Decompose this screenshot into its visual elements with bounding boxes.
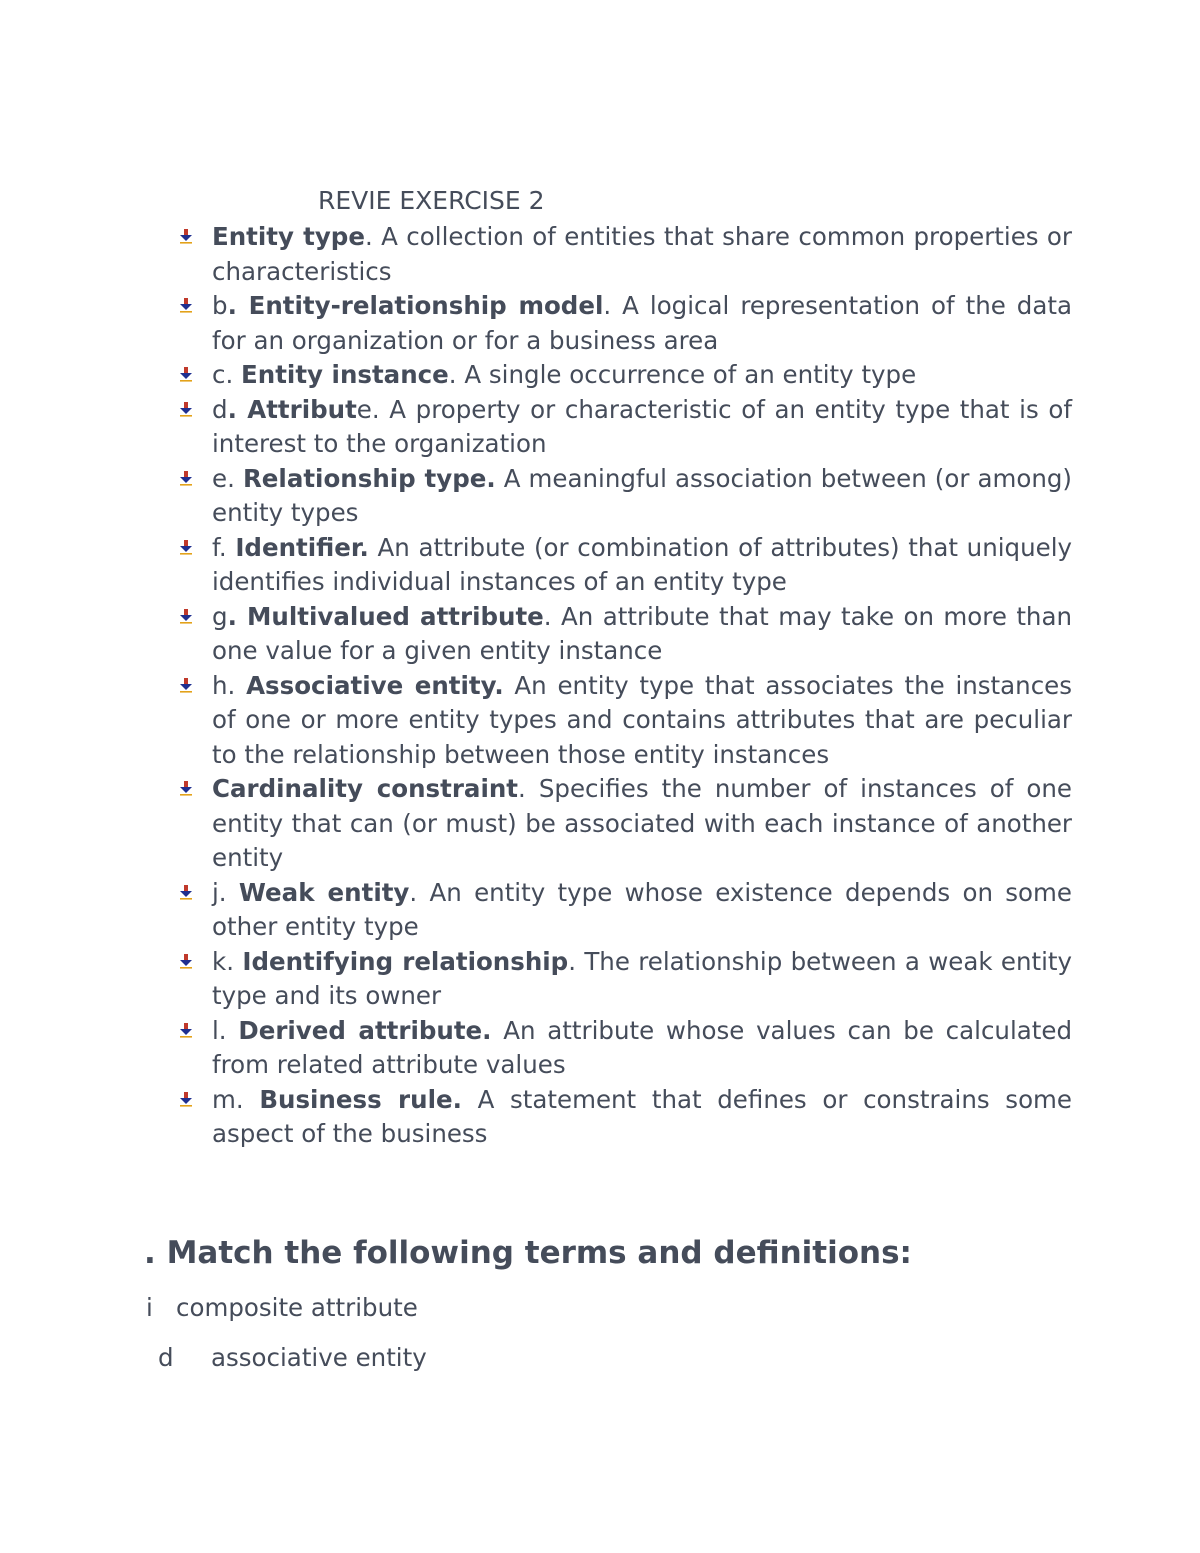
arrow-bullet-icon [178, 366, 194, 382]
item-definition: . The relationship between a weak entity type and its owner [212, 946, 1073, 1010]
arrow-bullet-icon [178, 884, 194, 900]
arrow-bullet-icon [178, 608, 194, 624]
definition-list [172, 220, 1072, 1152]
arrow-bullet-icon [178, 297, 194, 313]
item-prefix: g [212, 601, 228, 631]
list-item [172, 358, 1072, 393]
item-prefix: k. [212, 946, 243, 976]
item-term: Business rule. [259, 1084, 462, 1114]
item-term: Cardinality constraint [212, 774, 519, 803]
page-title: REVIE EXERCISE 2 [318, 186, 545, 215]
item-prefix: b [212, 291, 228, 320]
item-term: Relationship type. [242, 463, 496, 493]
list-item [172, 876, 1072, 945]
item-definition: A statement that defines or constrains some aspect of the business [212, 1084, 1072, 1148]
arrow-bullet-icon [178, 1022, 194, 1038]
item-definition: . A single occurrence of an entity type [448, 360, 917, 389]
item-definition: . Specifies the number of instances of one entity that can (or must) be associated with each instance of another entity [212, 774, 1072, 872]
item-definition: . A collection of entities that share common properties or characteristics [212, 222, 1072, 286]
match-term: associative entity [211, 1343, 427, 1372]
arrow-bullet-icon [178, 539, 194, 555]
item-definition: e. A property or characteristic of an entity type that is of interest to the organization [212, 394, 1072, 458]
list-item [172, 600, 1072, 669]
arrow-bullet-icon [178, 677, 194, 693]
item-definition: An attribute (or combination of attributes) that uniquely identifies individual instances of an entity type [212, 532, 1073, 596]
item-definition: . A logical representation of the data for an organization or for a business area [212, 291, 1072, 355]
item-term: Associative entity. [246, 670, 504, 700]
item-term: . Attribut [227, 394, 357, 424]
match-heading: . Match the following terms and definitions: [144, 1235, 912, 1271]
match-letter: d [158, 1343, 174, 1372]
match-row [158, 1342, 427, 1374]
list-item [172, 393, 1072, 462]
item-definition: An attribute whose values can be calculated from related attribute values [212, 1015, 1072, 1079]
item-term: Weak entity [238, 877, 410, 907]
list-item [172, 669, 1072, 773]
item-prefix: m. [212, 1084, 260, 1114]
item-term: . Multivalued attribute [227, 601, 544, 631]
item-definition: A meaningful association between (or among) entity types [212, 463, 1072, 527]
item-definition: . An entity type whose existence depends on some other entity type [212, 877, 1072, 941]
arrow-bullet-icon [178, 780, 194, 796]
item-prefix: f. [212, 532, 236, 562]
item-prefix: j. [212, 877, 239, 907]
item-term: Entity instance [241, 360, 449, 389]
list-item [172, 1014, 1072, 1083]
match-term: composite attribute [176, 1293, 418, 1322]
item-term: . Entity-relationship model [227, 291, 604, 320]
list-item [172, 945, 1072, 1014]
arrow-bullet-icon [178, 1091, 194, 1107]
arrow-bullet-icon [178, 953, 194, 969]
arrow-bullet-icon [178, 401, 194, 417]
item-term: Derived attribute. [238, 1015, 492, 1045]
list-item [172, 220, 1072, 289]
match-letter: i [146, 1293, 153, 1322]
item-term: Identifier. [235, 532, 369, 562]
list-item [172, 289, 1072, 358]
list-item [172, 772, 1072, 876]
item-definition: . An attribute that may take on more than one value for a given entity instance [212, 601, 1072, 665]
list-item [172, 462, 1072, 531]
list-item [172, 531, 1072, 600]
arrow-bullet-icon [178, 470, 194, 486]
item-term: Entity type [212, 222, 365, 251]
item-definition: An entity type that associates the instances of one or more entity types and contains attributes that are peculiar to the relationship between those entity instances [212, 670, 1073, 769]
item-prefix: h. [212, 670, 247, 700]
item-prefix: e. [212, 463, 243, 493]
item-prefix: l. [212, 1015, 239, 1045]
match-row [146, 1292, 418, 1324]
item-prefix: d [212, 394, 228, 424]
item-prefix: c. [212, 360, 242, 389]
list-item [172, 1083, 1072, 1152]
item-term: Identifying relationship [242, 946, 569, 976]
arrow-bullet-icon [178, 228, 194, 244]
